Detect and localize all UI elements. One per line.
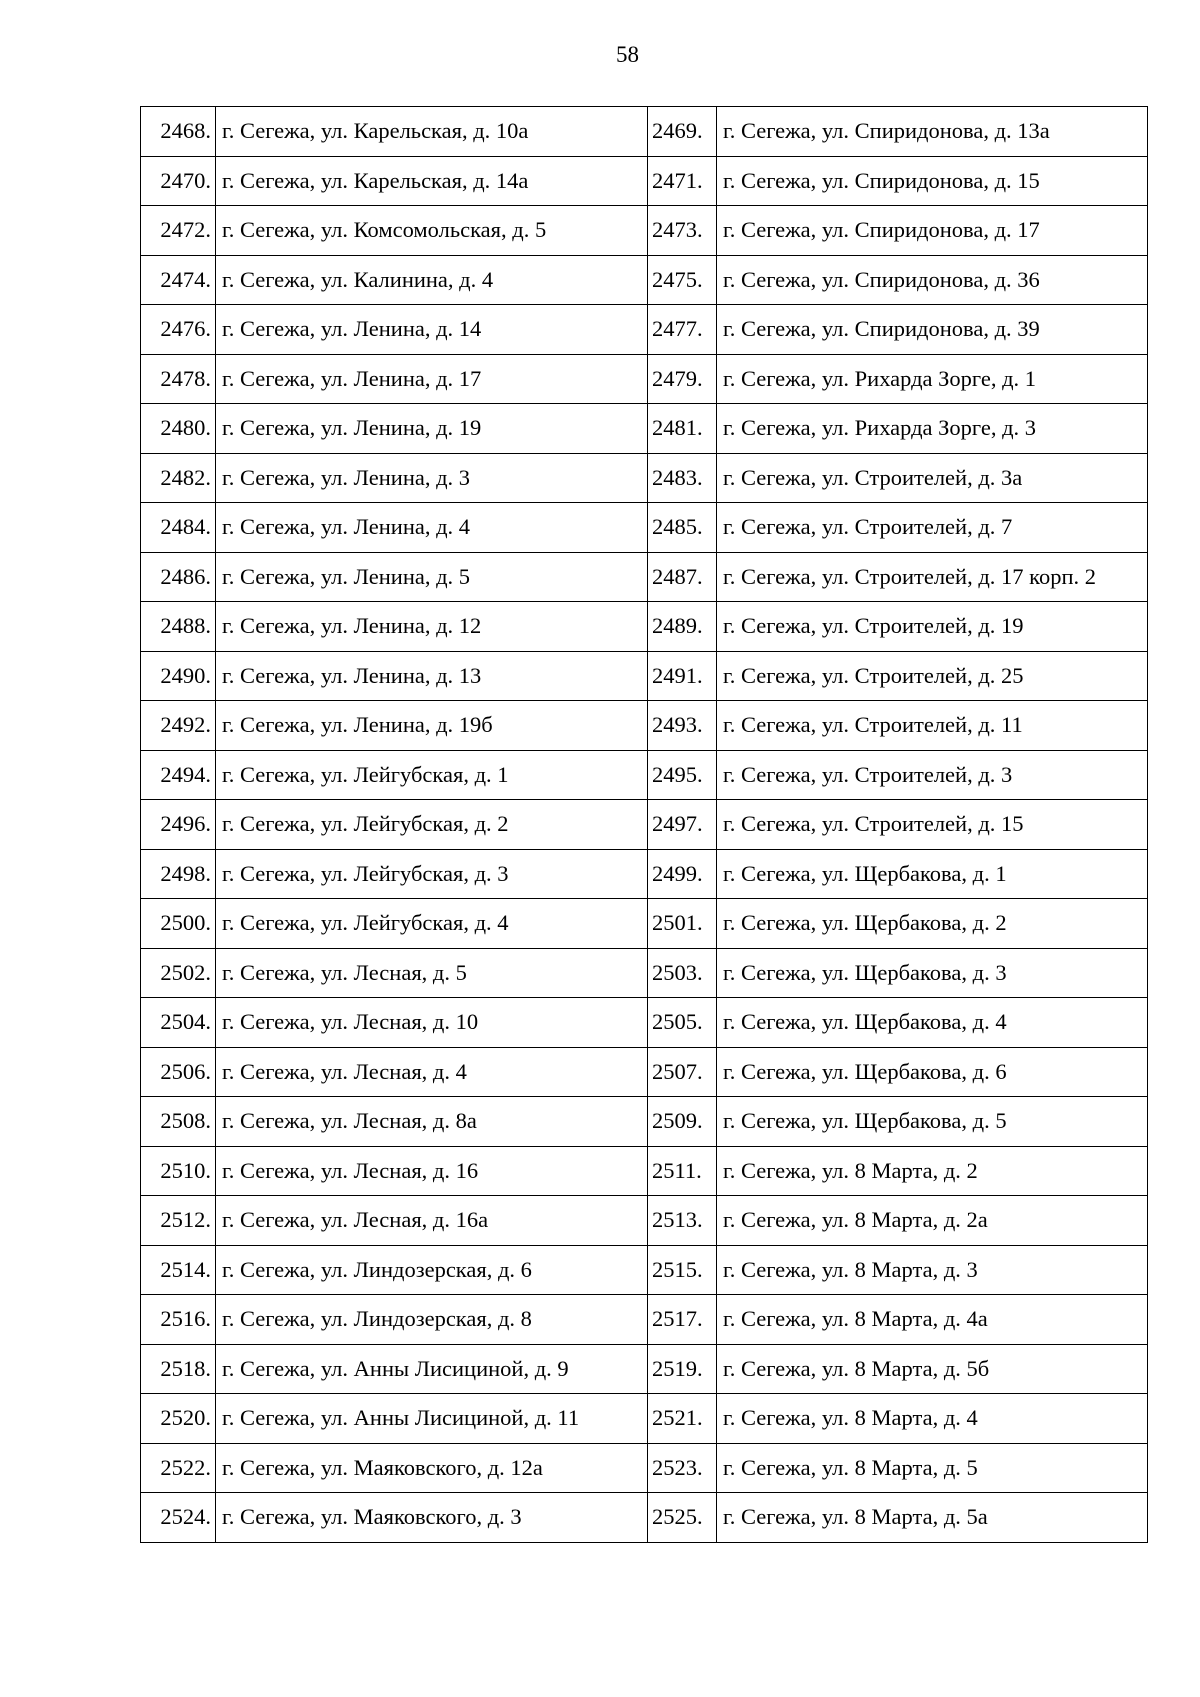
row-number-right: 2525. <box>648 1493 717 1543</box>
address-left: г. Сегежа, ул. Лесная, д. 8а <box>216 1097 648 1147</box>
address-left: г. Сегежа, ул. Ленина, д. 19 <box>216 404 648 454</box>
row-number-left: 2508. <box>141 1097 216 1147</box>
row-number-right: 2481. <box>648 404 717 454</box>
row-number-right: 2477. <box>648 305 717 355</box>
row-number-right: 2497. <box>648 800 717 850</box>
address-right: г. Сегежа, ул. 8 Марта, д. 4 <box>717 1394 1148 1444</box>
address-left: г. Сегежа, ул. Комсомольская, д. 5 <box>216 206 648 256</box>
address-right: г. Сегежа, ул. Строителей, д. 11 <box>717 701 1148 751</box>
row-number-left: 2520. <box>141 1394 216 1444</box>
row-number-left: 2470. <box>141 156 216 206</box>
address-left: г. Сегежа, ул. Карельская, д. 10а <box>216 107 648 157</box>
address-left: г. Сегежа, ул. Ленина, д. 5 <box>216 552 648 602</box>
row-number-right: 2469. <box>648 107 717 157</box>
address-right: г. Сегежа, ул. 8 Марта, д. 3 <box>717 1245 1148 1295</box>
address-left: г. Сегежа, ул. Анны Лисициной, д. 9 <box>216 1344 648 1394</box>
table-row <box>141 503 1148 553</box>
address-left: г. Сегежа, ул. Ленина, д. 12 <box>216 602 648 652</box>
row-number-right: 2495. <box>648 750 717 800</box>
row-number-left: 2472. <box>141 206 216 256</box>
address-right: г. Сегежа, ул. Щербакова, д. 6 <box>717 1047 1148 1097</box>
row-number-right: 2471. <box>648 156 717 206</box>
address-right: г. Сегежа, ул. Спиридонова, д. 36 <box>717 255 1148 305</box>
row-number-right: 2503. <box>648 948 717 998</box>
row-number-right: 2511. <box>648 1146 717 1196</box>
row-number-left: 2482. <box>141 453 216 503</box>
address-left: г. Сегежа, ул. Ленина, д. 13 <box>216 651 648 701</box>
table-row <box>141 156 1148 206</box>
address-left: г. Сегежа, ул. Ленина, д. 19б <box>216 701 648 751</box>
address-left: г. Сегежа, ул. Ленина, д. 4 <box>216 503 648 553</box>
table-row <box>141 305 1148 355</box>
row-number-right: 2499. <box>648 849 717 899</box>
row-number-right: 2507. <box>648 1047 717 1097</box>
row-number-left: 2496. <box>141 800 216 850</box>
table-row <box>141 354 1148 404</box>
address-right: г. Сегежа, ул. Спиридонова, д. 13а <box>717 107 1148 157</box>
row-number-right: 2483. <box>648 453 717 503</box>
address-left: г. Сегежа, ул. Анны Лисициной, д. 11 <box>216 1394 648 1444</box>
table-row <box>141 107 1148 157</box>
table-row <box>141 1097 1148 1147</box>
address-right: г. Сегежа, ул. 8 Марта, д. 4а <box>717 1295 1148 1345</box>
row-number-left: 2484. <box>141 503 216 553</box>
address-right: г. Сегежа, ул. 8 Марта, д. 2а <box>717 1196 1148 1246</box>
address-right: г. Сегежа, ул. 8 Марта, д. 5б <box>717 1344 1148 1394</box>
address-right: г. Сегежа, ул. Рихарда Зорге, д. 3 <box>717 404 1148 454</box>
table-row <box>141 1394 1148 1444</box>
table-row <box>141 701 1148 751</box>
table-row <box>141 206 1148 256</box>
address-left: г. Сегежа, ул. Ленина, д. 14 <box>216 305 648 355</box>
table-row <box>141 1245 1148 1295</box>
address-right: г. Сегежа, ул. Строителей, д. 3 <box>717 750 1148 800</box>
row-number-right: 2521. <box>648 1394 717 1444</box>
row-number-right: 2513. <box>648 1196 717 1246</box>
table-row <box>141 552 1148 602</box>
row-number-right: 2509. <box>648 1097 717 1147</box>
address-left: г. Сегежа, ул. Карельская, д. 14а <box>216 156 648 206</box>
address-right: г. Сегежа, ул. Строителей, д. 7 <box>717 503 1148 553</box>
address-right: г. Сегежа, ул. Спиридонова, д. 39 <box>717 305 1148 355</box>
address-left: г. Сегежа, ул. Маяковского, д. 3 <box>216 1493 648 1543</box>
row-number-left: 2468. <box>141 107 216 157</box>
address-left: г. Сегежа, ул. Линдозерская, д. 8 <box>216 1295 648 1345</box>
row-number-left: 2510. <box>141 1146 216 1196</box>
table-row <box>141 255 1148 305</box>
table-row <box>141 849 1148 899</box>
address-right: г. Сегежа, ул. Щербакова, д. 1 <box>717 849 1148 899</box>
row-number-right: 2517. <box>648 1295 717 1345</box>
row-number-left: 2494. <box>141 750 216 800</box>
row-number-left: 2490. <box>141 651 216 701</box>
row-number-left: 2518. <box>141 1344 216 1394</box>
row-number-right: 2487. <box>648 552 717 602</box>
address-right: г. Сегежа, ул. Щербакова, д. 3 <box>717 948 1148 998</box>
address-left: г. Сегежа, ул. Лесная, д. 10 <box>216 998 648 1048</box>
row-number-left: 2500. <box>141 899 216 949</box>
address-left: г. Сегежа, ул. Калинина, д. 4 <box>216 255 648 305</box>
address-left: г. Сегежа, ул. Лейгубская, д. 4 <box>216 899 648 949</box>
address-table <box>140 106 1148 1543</box>
table-row <box>141 750 1148 800</box>
address-left: г. Сегежа, ул. Лейгубская, д. 3 <box>216 849 648 899</box>
table-row <box>141 899 1148 949</box>
row-number-left: 2524. <box>141 1493 216 1543</box>
address-right: г. Сегежа, ул. Спиридонова, д. 15 <box>717 156 1148 206</box>
table-row <box>141 1443 1148 1493</box>
address-right: г. Сегежа, ул. 8 Марта, д. 2 <box>717 1146 1148 1196</box>
address-right: г. Сегежа, ул. Щербакова, д. 5 <box>717 1097 1148 1147</box>
row-number-right: 2489. <box>648 602 717 652</box>
address-left: г. Сегежа, ул. Лесная, д. 4 <box>216 1047 648 1097</box>
table-row <box>141 1196 1148 1246</box>
table-row <box>141 1344 1148 1394</box>
row-number-right: 2523. <box>648 1443 717 1493</box>
address-left: г. Сегежа, ул. Маяковского, д. 12а <box>216 1443 648 1493</box>
address-right: г. Сегежа, ул. Строителей, д. 17 корп. 2 <box>717 552 1148 602</box>
row-number-left: 2502. <box>141 948 216 998</box>
table-row <box>141 998 1148 1048</box>
row-number-left: 2504. <box>141 998 216 1048</box>
row-number-left: 2522. <box>141 1443 216 1493</box>
row-number-left: 2516. <box>141 1295 216 1345</box>
row-number-left: 2498. <box>141 849 216 899</box>
row-number-left: 2474. <box>141 255 216 305</box>
table-row <box>141 453 1148 503</box>
table-row <box>141 1295 1148 1345</box>
row-number-left: 2480. <box>141 404 216 454</box>
address-right: г. Сегежа, ул. Щербакова, д. 2 <box>717 899 1148 949</box>
row-number-right: 2479. <box>648 354 717 404</box>
row-number-left: 2514. <box>141 1245 216 1295</box>
page-number: 58 <box>616 42 639 67</box>
row-number-right: 2505. <box>648 998 717 1048</box>
row-number-right: 2493. <box>648 701 717 751</box>
row-number-left: 2476. <box>141 305 216 355</box>
address-right: г. Сегежа, ул. Строителей, д. 25 <box>717 651 1148 701</box>
table-row <box>141 602 1148 652</box>
row-number-right: 2473. <box>648 206 717 256</box>
row-number-left: 2486. <box>141 552 216 602</box>
table-row <box>141 1146 1148 1196</box>
address-right: г. Сегежа, ул. Строителей, д. 3а <box>717 453 1148 503</box>
row-number-right: 2475. <box>648 255 717 305</box>
address-left: г. Сегежа, ул. Линдозерская, д. 6 <box>216 1245 648 1295</box>
row-number-right: 2515. <box>648 1245 717 1295</box>
row-number-left: 2488. <box>141 602 216 652</box>
row-number-right: 2491. <box>648 651 717 701</box>
address-left: г. Сегежа, ул. Лесная, д. 16а <box>216 1196 648 1246</box>
address-left: г. Сегежа, ул. Лейгубская, д. 1 <box>216 750 648 800</box>
table-row <box>141 651 1148 701</box>
table-row <box>141 1047 1148 1097</box>
address-right: г. Сегежа, ул. 8 Марта, д. 5а <box>717 1493 1148 1543</box>
address-left: г. Сегежа, ул. Лейгубская, д. 2 <box>216 800 648 850</box>
table-row <box>141 948 1148 998</box>
row-number-left: 2512. <box>141 1196 216 1246</box>
address-right: г. Сегежа, ул. Строителей, д. 19 <box>717 602 1148 652</box>
row-number-right: 2485. <box>648 503 717 553</box>
row-number-right: 2519. <box>648 1344 717 1394</box>
address-right: г. Сегежа, ул. Рихарда Зорге, д. 1 <box>717 354 1148 404</box>
table-row <box>141 404 1148 454</box>
address-left: г. Сегежа, ул. Ленина, д. 3 <box>216 453 648 503</box>
table-body <box>141 107 1148 1543</box>
address-left: г. Сегежа, ул. Лесная, д. 5 <box>216 948 648 998</box>
address-right: г. Сегежа, ул. Щербакова, д. 4 <box>717 998 1148 1048</box>
row-number-left: 2478. <box>141 354 216 404</box>
address-right: г. Сегежа, ул. Строителей, д. 15 <box>717 800 1148 850</box>
address-right: г. Сегежа, ул. Спиридонова, д. 17 <box>717 206 1148 256</box>
row-number-right: 2501. <box>648 899 717 949</box>
address-right: г. Сегежа, ул. 8 Марта, д. 5 <box>717 1443 1148 1493</box>
row-number-left: 2506. <box>141 1047 216 1097</box>
address-left: г. Сегежа, ул. Ленина, д. 17 <box>216 354 648 404</box>
row-number-left: 2492. <box>141 701 216 751</box>
table-row <box>141 800 1148 850</box>
table-row <box>141 1493 1148 1543</box>
address-left: г. Сегежа, ул. Лесная, д. 16 <box>216 1146 648 1196</box>
